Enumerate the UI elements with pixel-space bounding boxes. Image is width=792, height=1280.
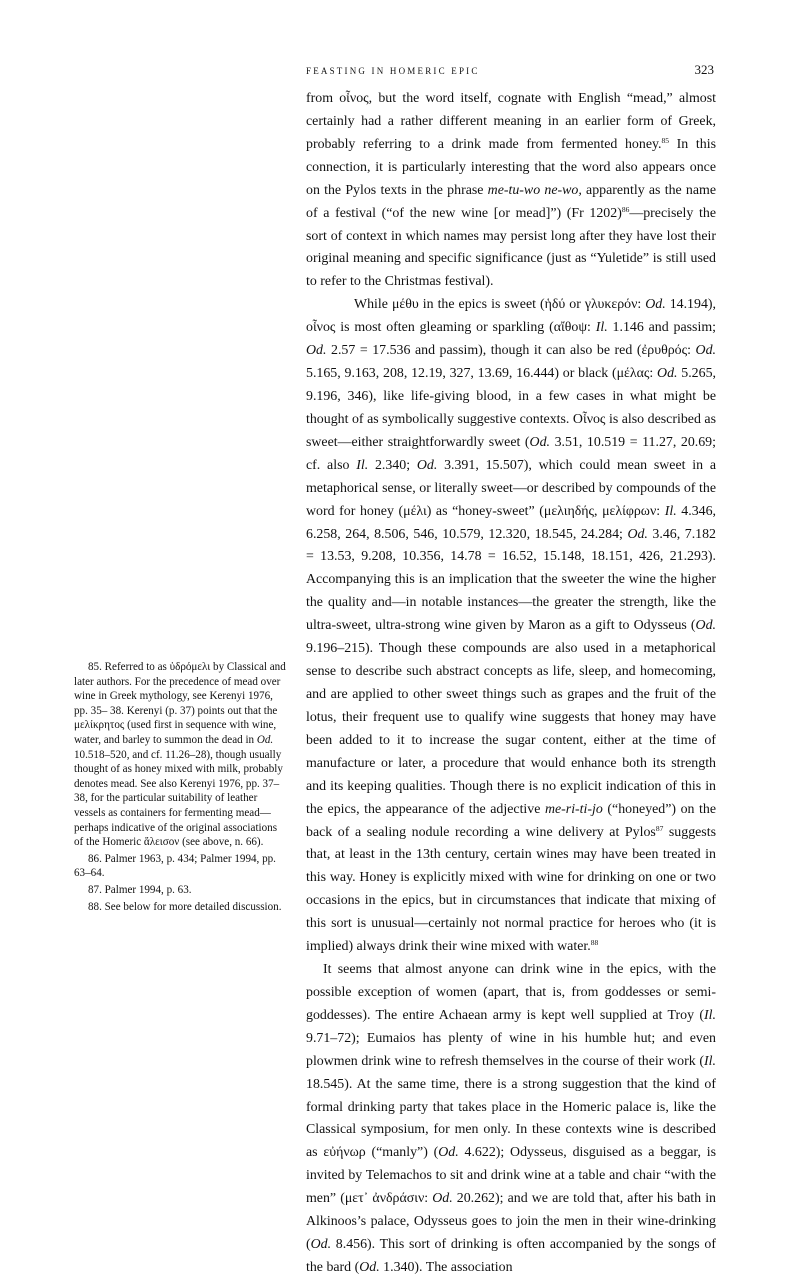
- paragraph-sweet-wine: While μέθυ in the epics is sweet (ἡδύ or γλυκερόν: Od. 14.194), οἶνος is most often gleaming or sparkling (αἴθοψ: Il. 1.146 and passim; Od. 2.57 = 17.536 and passim), though it can also be red (ἐρυθρός: Od. 5.165, 9.163, 208, 12.19, 327, 13.69, 16.444) or black (μέλας: Od. 5.265, 9.196, 346), like life-giving blood, in a few cases in what might be thought of as symbolically suggestive contexts. Οἶνος is also described as sweet—either straightforwardly sweet (Od. 3.51, 10.519 = 11.27, 20.69; cf. also Il. 2.340; Od. 3.391, 15.507), which could mean sweet in a metaphorical sense, or literally sweet—or described by compounds of the word for honey (μέλι) as “honey-sweet” (μελιηδής, μελίφρων: Il. 4.346, 6.258, 264, 8.506, 546, 10.579, 12.320, 18.545, 24.284; Od. 3.46, 7.182 = 13.53, 9.208, 10.356, 14.78 = 16.52, 15.148, 18.151, 426, 21.293). Accompanying this is an implication that the sweeter the wine the higher the quality and—in notable instances—the greater the strength, like the ultra-sweet, ultra-strong wine given by Maron as a gift to Odysseus (Od. 9.196–215). Though these compounds are also used in a metaphorical sense to describe such abstract concepts as life, sleep, and homecoming, and are applied to other sweet things such as grapes and the fruit of the lotus, their frequent use to qualify wine suggests that honey may have been added to it to increase the sugar content, either at the time of manufacture or later, a procedure that would enhance both its strength and its keeping qualities. Though there is no explicit indication of this in the epics, the appearance of the adjective me-ri-ti-jo (“honeyed”) on the back of a sealing nodule recording a wine delivery at Pylos$^{87}$ suggests that, at least in the 13th century, certain wines may have been treated in this way. Honey is explicitly mixed with wine for drinking on one or two occasions in the epics, but in circumstances that indicate that mixing of this sort is unusual—certainly not normal practice for heroes who (it is implied) always drink their wine mixed with water.$^{88}$: [306, 297, 717, 955]
- paragraph-mead: from οἶνος, but the word itself, cognate with English “mead,” almost certainly had a rather different meaning in an earlier form of Greek, probably referring to a drink made from fermented honey.$^{85}$ In this connection, it is particularly interesting that the word also appears once on the Pylos texts in the phrase me-tu-wo ne-wo, apparently as the name of a festival (“of the new wine [or mead]”) (Fr 1202)$^{86}$—precisely the sort of context in which names may persist long after they have lost their original meaning and specific significance (just as “Yuletide” is still used to refer to the Christmas festival).: [306, 91, 716, 290]
- footnote-ref: 86: [621, 204, 630, 214]
- footnotes: [74, 660, 287, 916]
- footnote-86: 86. Palmer 1963, p. 434; Palmer 1994, pp. 63–64.: [74, 852, 276, 880]
- footnote-ref: 87: [655, 823, 664, 833]
- running-head: FEASTING IN HOMERIC EPIC: [306, 66, 480, 76]
- footnote-ref: 88: [590, 938, 599, 948]
- page-number: 323: [694, 62, 714, 77]
- main-text: [306, 88, 716, 1280]
- footnote-ref: 85: [661, 135, 670, 145]
- paragraph-drinkers: It seems that almost anyone can drink wine in the epics, with the possible exception of women (apart, that is, from goddesses or semi-goddesses). The entire Achaean army is kept well supplied at Troy (Il. 9.71–72); Eumaios has plenty of wine in his humble hut; and even plowmen drink wine to refresh themselves in the course of their work (Il. 18.545). At the same time, there is a strong suggestion that the kind of formal drinking party that takes place in the Homeric palace is, like the Classical symposium, for men only. In these contexts wine is described as εὐήνωρ (“manly”) (Od. 4.622); Odysseus, disguised as a beggar, is invited by Telemachos to sit and drink wine at a table and chair “with the men” (μετ᾽ ἀνδράσιν: Od. 20.262); and we are told that, after his bath in Alkinoos’s palace, Odysseus goes to join the men in their wine-drinking (Od. 8.456). This sort of drinking is often accompanied by the songs of the bard (Od. 1.340). The association: [306, 962, 716, 1276]
- footnote-85: 85. Referred to as ὑδρόμελι by Classical and later authors. For the precedence of mead over wine in Greek mythology, see Kerenyi 1976, pp. 35– 38. Kerenyi (p. 37) points out that the μελίκρητος (used first in sequence with wine, water, and barley to summon the dead in Od. 10.518–520, and cf. 11.26–28), though usually thought of as honey mixed with milk, probably denotes mead. See also Kerenyi 1976, pp. 37–38, for the particular suitability of leather vessels as containers for fermenting mead—perhaps indicative of the original associations of the Homeric ἄλεισον (see above, n. 66).: [74, 661, 286, 849]
- footnote-88: 88. See below for more detailed discussion.: [88, 900, 282, 913]
- footnote-87: 87. Palmer 1994, p. 63.: [88, 883, 192, 896]
